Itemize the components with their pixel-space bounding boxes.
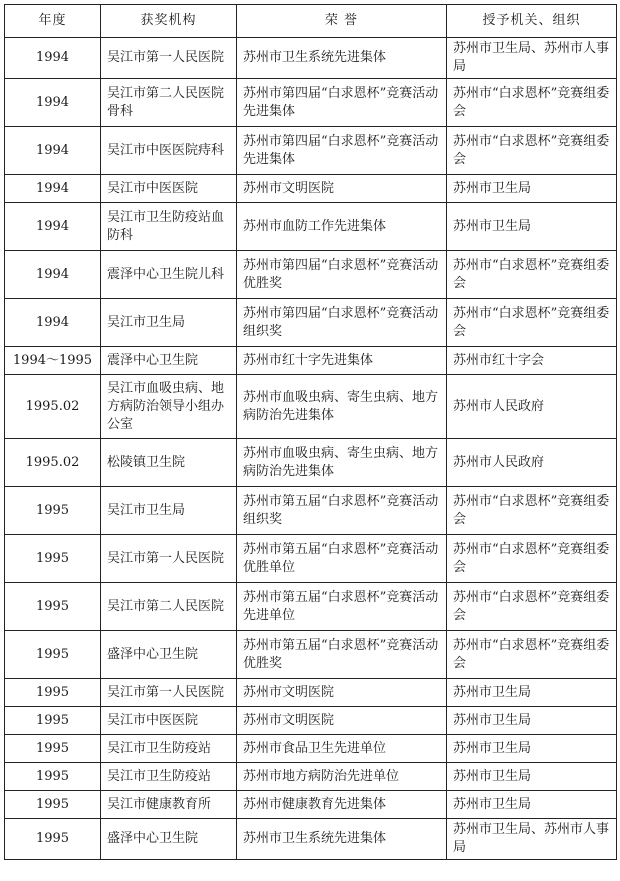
header-year: 年度 bbox=[5, 5, 101, 38]
header-honor: 荣 誉 bbox=[237, 5, 447, 38]
cell-org: 吴江市卫生局 bbox=[101, 487, 237, 535]
cell-org: 吴江市中医医院痔科 bbox=[101, 127, 237, 175]
cell-grantor: 苏州市“白求恩杯”竞赛组委会 bbox=[447, 487, 617, 535]
table-row bbox=[5, 175, 617, 203]
cell-org: 盛泽中心卫生院 bbox=[101, 819, 237, 860]
cell-year: 1995 bbox=[5, 707, 101, 735]
cell-honor: 苏州市文明医院 bbox=[237, 707, 447, 735]
table-row bbox=[5, 679, 617, 707]
cell-grantor: 苏州市“白求恩杯”竞赛组委会 bbox=[447, 79, 617, 127]
cell-year: 1995 bbox=[5, 763, 101, 791]
table-row bbox=[5, 251, 617, 299]
cell-grantor: 苏州市卫生局、苏州市人事局 bbox=[447, 38, 617, 79]
cell-org: 吴江市第二人民医院骨科 bbox=[101, 79, 237, 127]
cell-grantor: 苏州市“白求恩杯”竞赛组委会 bbox=[447, 583, 617, 631]
cell-org: 吴江市第一人民医院 bbox=[101, 38, 237, 79]
cell-year: 1995 bbox=[5, 819, 101, 860]
cell-org: 松陵镇卫生院 bbox=[101, 439, 237, 487]
cell-honor: 苏州市血防工作先进集体 bbox=[237, 203, 447, 251]
cell-grantor: 苏州市卫生局、苏州市人事局 bbox=[447, 819, 617, 860]
cell-year: 1995 bbox=[5, 735, 101, 763]
cell-org: 吴江市中医医院 bbox=[101, 707, 237, 735]
cell-honor: 苏州市第四届“白求恩杯”竞赛活动优胜奖 bbox=[237, 251, 447, 299]
cell-year: 1994 bbox=[5, 251, 101, 299]
table-row bbox=[5, 735, 617, 763]
table-row bbox=[5, 439, 617, 487]
cell-org: 吴江市卫生防疫站 bbox=[101, 735, 237, 763]
cell-grantor: 苏州市“白求恩杯”竞赛组委会 bbox=[447, 631, 617, 679]
table-row bbox=[5, 535, 617, 583]
cell-org: 吴江市第一人民医院 bbox=[101, 535, 237, 583]
table-row bbox=[5, 487, 617, 535]
cell-honor: 苏州市文明医院 bbox=[237, 679, 447, 707]
cell-grantor: 苏州市卫生局 bbox=[447, 735, 617, 763]
cell-org: 吴江市卫生防疫站血防科 bbox=[101, 203, 237, 251]
cell-grantor: 苏州市卫生局 bbox=[447, 175, 617, 203]
cell-grantor: 苏州市卫生局 bbox=[447, 679, 617, 707]
cell-org: 盛泽中心卫生院 bbox=[101, 631, 237, 679]
cell-year: 1995 bbox=[5, 631, 101, 679]
table-row bbox=[5, 127, 617, 175]
cell-org: 吴江市第一人民医院 bbox=[101, 679, 237, 707]
cell-org: 震泽中心卫生院儿科 bbox=[101, 251, 237, 299]
cell-year: 1994 bbox=[5, 203, 101, 251]
cell-honor: 苏州市第四届“白求恩杯”竞赛活动先进集体 bbox=[237, 127, 447, 175]
cell-year: 1994 bbox=[5, 299, 101, 347]
table-row bbox=[5, 707, 617, 735]
cell-grantor: 苏州市卫生局 bbox=[447, 763, 617, 791]
cell-org: 吴江市第二人民医院 bbox=[101, 583, 237, 631]
cell-org: 吴江市卫生局 bbox=[101, 299, 237, 347]
cell-org: 吴江市中医医院 bbox=[101, 175, 237, 203]
cell-grantor: 苏州市卫生局 bbox=[447, 791, 617, 819]
cell-year: 1994～1995 bbox=[5, 347, 101, 375]
cell-grantor: 苏州市“白求恩杯”竞赛组委会 bbox=[447, 535, 617, 583]
cell-year: 1995 bbox=[5, 791, 101, 819]
cell-grantor: 苏州市人民政府 bbox=[447, 439, 617, 487]
cell-year: 1995 bbox=[5, 679, 101, 707]
table-row bbox=[5, 79, 617, 127]
cell-honor: 苏州市血吸虫病、寄生虫病、地方病防治先进集体 bbox=[237, 375, 447, 439]
cell-honor: 苏州市卫生系统先进集体 bbox=[237, 819, 447, 860]
header-row bbox=[5, 5, 617, 38]
cell-year: 1995 bbox=[5, 487, 101, 535]
cell-year: 1995 bbox=[5, 535, 101, 583]
cell-honor: 苏州市文明医院 bbox=[237, 175, 447, 203]
cell-honor: 苏州市卫生系统先进集体 bbox=[237, 38, 447, 79]
table-row bbox=[5, 299, 617, 347]
table-row bbox=[5, 583, 617, 631]
header-grantor: 授予机关、组织 bbox=[447, 5, 617, 38]
cell-honor: 苏州市食品卫生先进单位 bbox=[237, 735, 447, 763]
cell-honor: 苏州市地方病防治先进单位 bbox=[237, 763, 447, 791]
table-row bbox=[5, 763, 617, 791]
table-row bbox=[5, 38, 617, 79]
cell-grantor: 苏州市“白求恩杯”竞赛组委会 bbox=[447, 251, 617, 299]
cell-honor: 苏州市第四届“白求恩杯”竞赛活动先进集体 bbox=[237, 79, 447, 127]
table-row bbox=[5, 791, 617, 819]
awards-table bbox=[4, 4, 617, 860]
cell-year: 1995.02 bbox=[5, 375, 101, 439]
header-org: 获奖机构 bbox=[101, 5, 237, 38]
table-row bbox=[5, 631, 617, 679]
cell-year: 1994 bbox=[5, 38, 101, 79]
table-row bbox=[5, 347, 617, 375]
cell-year: 1995.02 bbox=[5, 439, 101, 487]
cell-org: 吴江市卫生防疫站 bbox=[101, 763, 237, 791]
cell-org: 吴江市血吸虫病、地方病防治领导小组办公室 bbox=[101, 375, 237, 439]
cell-honor: 苏州市第五届“白求恩杯”竞赛活动优胜奖 bbox=[237, 631, 447, 679]
cell-honor: 苏州市红十字先进集体 bbox=[237, 347, 447, 375]
cell-year: 1994 bbox=[5, 175, 101, 203]
cell-org: 吴江市健康教育所 bbox=[101, 791, 237, 819]
cell-year: 1995 bbox=[5, 583, 101, 631]
cell-honor: 苏州市第五届“白求恩杯”竞赛活动先进单位 bbox=[237, 583, 447, 631]
table-row bbox=[5, 819, 617, 860]
cell-honor: 苏州市第五届“白求恩杯”竞赛活动优胜单位 bbox=[237, 535, 447, 583]
cell-honor: 苏州市第五届“白求恩杯”竞赛活动组织奖 bbox=[237, 487, 447, 535]
cell-year: 1994 bbox=[5, 127, 101, 175]
cell-grantor: 苏州市红十字会 bbox=[447, 347, 617, 375]
cell-grantor: 苏州市“白求恩杯”竞赛组委会 bbox=[447, 299, 617, 347]
table-header bbox=[5, 5, 617, 38]
cell-grantor: 苏州市卫生局 bbox=[447, 203, 617, 251]
cell-grantor: 苏州市“白求恩杯”竞赛组委会 bbox=[447, 127, 617, 175]
cell-grantor: 苏州市人民政府 bbox=[447, 375, 617, 439]
cell-honor: 苏州市血吸虫病、寄生虫病、地方病防治先进集体 bbox=[237, 439, 447, 487]
cell-year: 1994 bbox=[5, 79, 101, 127]
cell-org: 震泽中心卫生院 bbox=[101, 347, 237, 375]
table-row bbox=[5, 203, 617, 251]
cell-grantor: 苏州市卫生局 bbox=[447, 707, 617, 735]
cell-honor: 苏州市健康教育先进集体 bbox=[237, 791, 447, 819]
cell-honor: 苏州市第四届“白求恩杯”竞赛活动组织奖 bbox=[237, 299, 447, 347]
table-row bbox=[5, 375, 617, 439]
table-body bbox=[5, 38, 617, 860]
